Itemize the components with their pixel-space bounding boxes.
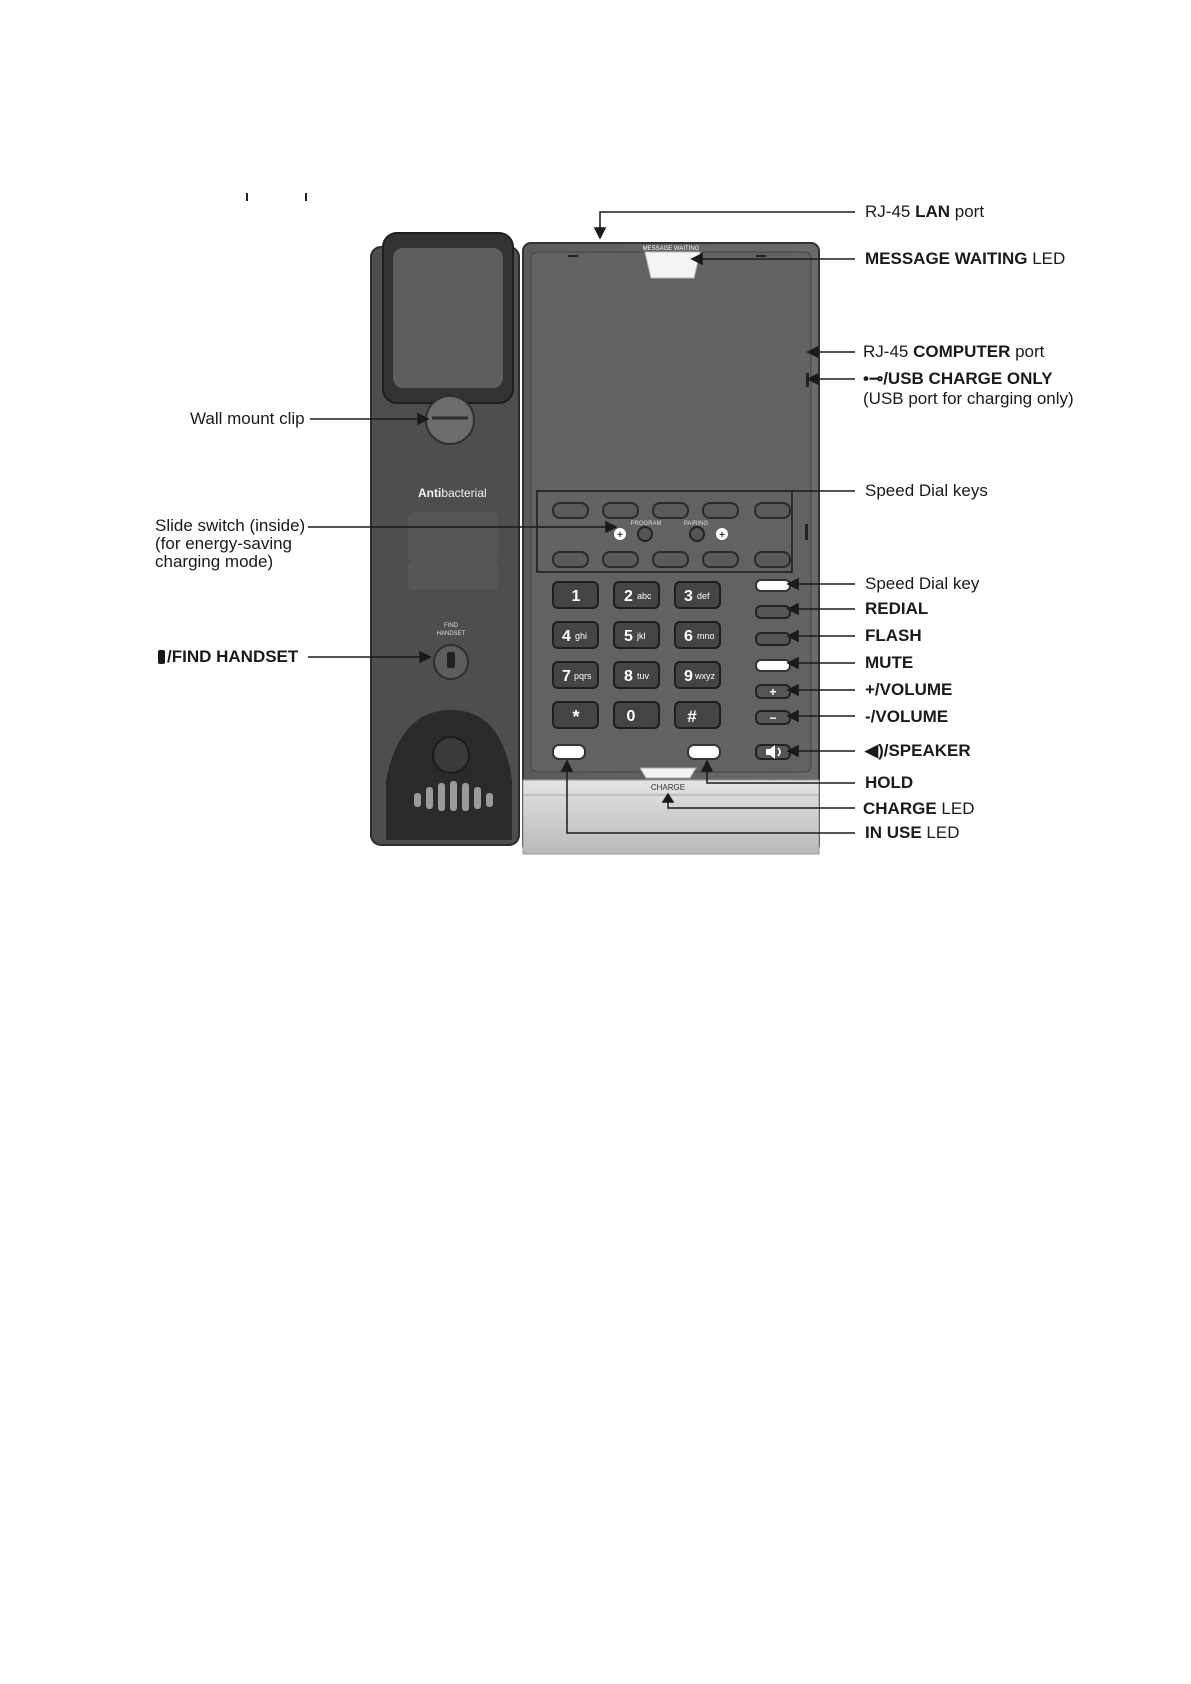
handset-icon xyxy=(158,650,165,664)
speaker-icon: ◀) xyxy=(865,741,884,760)
key-9[interactable] xyxy=(675,662,720,688)
svg-text:+: + xyxy=(719,530,725,541)
svg-text:ghi: ghi xyxy=(575,631,588,641)
pairing-text: PAIRING xyxy=(683,521,709,527)
key-4[interactable] xyxy=(553,622,598,648)
label-rj45-lan: RJ-45 LAN port xyxy=(865,202,985,221)
key-3[interactable] xyxy=(675,582,720,608)
mute-button[interactable] xyxy=(756,660,790,671)
brand-label: Antibacterial xyxy=(418,486,487,500)
key-7[interactable] xyxy=(553,662,598,688)
key-0[interactable] xyxy=(614,702,659,728)
wall-mount-clip[interactable] xyxy=(426,396,474,444)
speed-dial-key[interactable] xyxy=(653,503,688,518)
flash-button[interactable] xyxy=(756,633,790,645)
speed-dial-key[interactable] xyxy=(553,503,588,518)
svg-text:9: 9 xyxy=(684,668,693,685)
speed-dial-key[interactable] xyxy=(703,503,738,518)
label-mute: MUTE xyxy=(865,653,914,672)
label-slide-switch: Slide switch (inside) (for energy-saving charging mode) xyxy=(155,516,306,571)
program-text: PROGRAM xyxy=(630,521,662,527)
label-volume-down: -/VOLUME xyxy=(865,707,949,726)
svg-text:pqrs: pqrs xyxy=(574,671,592,681)
handset xyxy=(371,233,519,845)
svg-text:4: 4 xyxy=(562,628,571,645)
usb-icon: •⊸ xyxy=(863,369,884,388)
speed-dial-key[interactable] xyxy=(603,552,638,567)
svg-text:+: + xyxy=(617,530,623,541)
label-speaker: ◀)/SPEAKER xyxy=(865,741,971,760)
svg-text:7: 7 xyxy=(562,668,571,685)
speed-dial-key[interactable] xyxy=(553,552,588,567)
svg-text:0: 0 xyxy=(626,708,636,725)
charge-text: CHARGE xyxy=(650,783,686,792)
label-redial: REDIAL xyxy=(865,599,929,618)
stray-marks xyxy=(246,193,307,201)
label-flash: FLASH xyxy=(865,626,922,645)
charge-led xyxy=(640,768,696,778)
label-speed-dial-key: Speed Dial key xyxy=(865,574,980,593)
svg-text:3: 3 xyxy=(684,588,693,605)
svg-text:wxyz: wxyz xyxy=(695,671,715,681)
program-button[interactable] xyxy=(638,527,652,541)
label-in-use-led: IN USE LED xyxy=(865,823,960,842)
svg-text:8: 8 xyxy=(624,668,633,685)
volume-down-button[interactable] xyxy=(756,711,790,725)
svg-text:mno: mno xyxy=(697,631,715,641)
volume-up-button[interactable] xyxy=(756,685,790,699)
label-charge-led: CHARGE LED xyxy=(863,799,975,818)
key-hash[interactable] xyxy=(675,702,720,728)
find-handset-text: HANDSET xyxy=(436,631,466,637)
key-1[interactable] xyxy=(553,582,598,608)
svg-text:−: − xyxy=(769,711,777,725)
svg-text:*: * xyxy=(572,707,580,727)
svg-text:1: 1 xyxy=(571,588,581,605)
speed-dial-key[interactable] xyxy=(755,503,790,518)
key-star[interactable] xyxy=(553,702,598,728)
svg-text:abc: abc xyxy=(637,591,652,601)
message-waiting-text: MESSAGE WAITING xyxy=(642,246,700,252)
label-wall-mount-clip: Wall mount clip xyxy=(190,409,305,428)
speed-dial-key[interactable] xyxy=(703,552,738,567)
svg-text:tuv: tuv xyxy=(637,671,650,681)
label-find-handset: /FIND HANDSET xyxy=(158,647,298,667)
redial-button[interactable] xyxy=(756,606,790,618)
message-waiting-led xyxy=(645,252,700,278)
key-6[interactable] xyxy=(675,622,720,648)
key-2[interactable] xyxy=(614,582,659,608)
svg-text:5: 5 xyxy=(624,628,633,645)
label-hold: HOLD xyxy=(865,773,914,792)
label-rj45-computer: RJ-45 COMPUTER port xyxy=(863,342,1045,361)
svg-text:+: + xyxy=(769,685,777,699)
svg-text:2: 2 xyxy=(624,588,633,605)
svg-text:def: def xyxy=(697,591,710,601)
svg-text:jkl: jkl xyxy=(637,631,646,641)
svg-text:#: # xyxy=(687,707,697,726)
handset-icon xyxy=(447,652,455,668)
svg-text:6: 6 xyxy=(684,628,693,645)
speed-dial-key-single[interactable] xyxy=(756,580,790,591)
in-use-button[interactable] xyxy=(553,745,585,759)
key-8[interactable] xyxy=(614,662,659,688)
label-volume-up: +/VOLUME xyxy=(865,680,953,699)
pairing-button[interactable] xyxy=(690,527,704,541)
hold-button[interactable] xyxy=(688,745,720,759)
svg-text:FIND: FIND xyxy=(444,623,458,629)
speed-dial-key[interactable] xyxy=(755,552,790,567)
key-5[interactable] xyxy=(614,622,659,648)
speaker-button[interactable] xyxy=(756,745,790,759)
label-speed-dial-keys: Speed Dial keys xyxy=(865,481,988,500)
speed-dial-key[interactable] xyxy=(603,503,638,518)
speed-dial-key[interactable] xyxy=(653,552,688,567)
label-usb-charge: •⊸/USB CHARGE ONLY (USB port for charging only) xyxy=(863,369,1074,408)
label-message-waiting-led: MESSAGE WAITING LED xyxy=(865,249,1066,268)
